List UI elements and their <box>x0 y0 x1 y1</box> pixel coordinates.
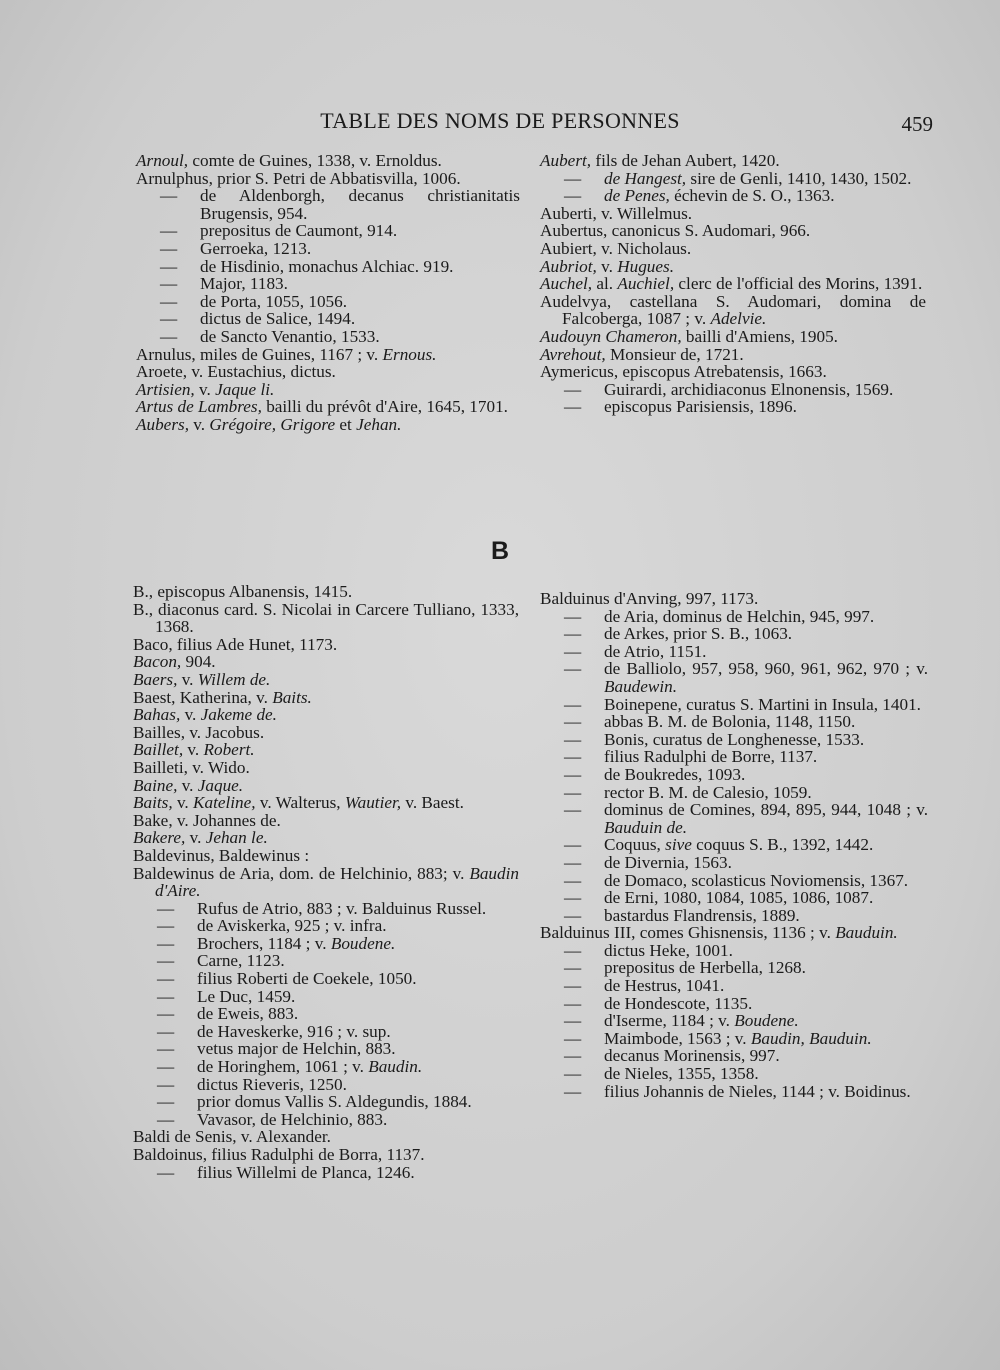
dash-marker: — <box>564 976 582 996</box>
dash-marker: — <box>564 747 582 767</box>
entry-text: Carne, 1123. <box>197 951 285 971</box>
entry-text: Aubert, fils de Jehan Aubert, 1420. <box>540 151 780 170</box>
entry-text: prior domus Vallis S. Aldegundis, 1884. <box>197 1092 472 1112</box>
entry-text: Arnulus, miles de Guines, 1167 ; v. Ernous. <box>136 344 437 364</box>
index-entry <box>540 363 926 381</box>
index-subentry <box>136 328 520 346</box>
index-entry <box>133 865 519 900</box>
entry-text: Coquus, sive coquus S. B., 1392, 1442. <box>604 835 874 855</box>
index-entry <box>540 346 926 364</box>
dash-marker: — <box>157 969 175 989</box>
entry-text: filius Willelmi de Planca, 1246. <box>197 1162 415 1182</box>
entry-text: Guirardi, archidiaconus Elnonensis, 1569. <box>604 379 894 399</box>
entry-text: de Boukredes, 1093. <box>604 764 746 784</box>
dash-marker: — <box>564 1028 582 1048</box>
dash-marker: — <box>564 659 582 679</box>
dash-marker: — <box>564 168 582 188</box>
entry-text: filius Radulphi de Borre, 1137. <box>604 747 818 767</box>
index-entry <box>133 706 519 724</box>
index-subentry <box>540 398 926 416</box>
dash-marker: — <box>160 326 178 346</box>
entry-text: Aubiert, v. Nicholaus. <box>540 238 692 258</box>
dash-marker: — <box>157 1004 175 1024</box>
entry-text: B., diaconus card. S. Nicolai in Carcere Tulliano, 1333, 1368. <box>133 599 519 637</box>
index-entry <box>136 398 520 416</box>
index-subentry <box>133 952 519 970</box>
entry-text: Bonis, curatus de Longhenesse, 1533. <box>604 729 865 749</box>
entry-text: Baldewinus de Aria, dom. de Helchinio, 883; v. Baudin d'Aire. <box>133 863 519 901</box>
index-subentry <box>133 1005 519 1023</box>
index-entry <box>133 1146 519 1164</box>
index-entry <box>136 346 520 364</box>
page-title: TABLE DES NOMS DE PERSONNES <box>320 108 680 133</box>
entry-text: Baco, filius Ade Hunet, 1173. <box>133 634 338 654</box>
entry-text: de Sancto Venantio, 1533. <box>200 326 380 346</box>
entry-text: dictus Rieveris, 1250. <box>197 1074 347 1094</box>
index-subentry <box>540 836 928 854</box>
entry-text: Baldevinus, Baldewinus : <box>133 845 310 865</box>
dash-marker: — <box>157 1092 175 1112</box>
page-number: 459 <box>901 112 933 136</box>
index-column-bottom-right <box>540 590 928 1100</box>
dash-marker: — <box>157 1021 175 1041</box>
entry-text: Aymericus, episcopus Atrebatensis, 1663. <box>540 362 827 382</box>
entry-text: Aubertus, canonicus S. Audomari, 966. <box>540 221 811 241</box>
dash-marker: — <box>564 870 582 890</box>
entry-text: decanus Morinensis, 997. <box>604 1046 780 1066</box>
index-subentry <box>540 643 928 661</box>
dash-marker: — <box>564 835 582 855</box>
entry-text: vetus major de Helchin, 883. <box>197 1039 396 1059</box>
entry-text: Arnulphus, prior S. Petri de Abbatisvilla, 1006. <box>136 168 461 188</box>
dash-marker: — <box>160 274 178 294</box>
index-subentry <box>133 970 519 988</box>
index-subentry <box>540 660 928 695</box>
entry-text: filius Johannis de Nieles, 1144 ; v. Boidinus. <box>604 1081 911 1101</box>
dash-marker: — <box>160 309 178 329</box>
entry-text: Bailles, v. Jacobus. <box>133 722 265 742</box>
index-entry <box>133 777 519 795</box>
index-subentry <box>133 935 519 953</box>
index-subentry <box>133 1023 519 1041</box>
dash-marker: — <box>564 397 582 417</box>
dash-marker: — <box>564 1081 582 1101</box>
entry-text: Aroete, v. Eustachius, dictus. <box>136 362 336 382</box>
entry-text: Bahas, v. Jakeme de. <box>133 705 277 725</box>
section-letter: B <box>490 537 510 565</box>
index-entry <box>540 924 928 942</box>
entry-text: de Aldenborgh, decanus christianitatis Brugensis, 954. <box>200 186 520 223</box>
entry-text: bastardus Flandrensis, 1889. <box>604 905 800 925</box>
entry-text: de Aria, dominus de Helchin, 945, 997. <box>604 606 875 626</box>
entry-text: Balduinus III, comes Ghisnensis, 1136 ; v. Bauduin. <box>540 923 898 943</box>
index-column-top-right <box>540 152 926 416</box>
index-subentry <box>540 1012 928 1030</box>
entry-text: de Porta, 1055, 1056. <box>200 291 348 311</box>
index-subentry <box>540 959 928 977</box>
dash-marker: — <box>564 729 582 749</box>
index-subentry <box>540 889 928 907</box>
index-subentry <box>540 187 926 205</box>
index-subentry <box>133 1111 519 1129</box>
entry-text: Audelvya, castellana S. Audomari, domina de Falcoberga, 1087 ; v. Adelvie. <box>540 291 926 329</box>
index-entry <box>540 205 926 223</box>
dash-marker: — <box>157 1109 175 1129</box>
index-entry <box>136 363 520 381</box>
index-subentry <box>540 1065 928 1083</box>
entry-text: Artus de Lambres, bailli du prévôt d'Aire, 1645, 1701. <box>136 397 508 417</box>
entry-text: de Hondescote, 1135. <box>604 993 753 1013</box>
entry-text: de Hestrus, 1041. <box>604 976 725 996</box>
entry-text: Gerroeka, 1213. <box>200 238 312 258</box>
entry-text: de Domaco, scolasticus Noviomensis, 1367. <box>604 870 909 890</box>
dash-marker: — <box>157 951 175 971</box>
entry-text: Maimbode, 1563 ; v. Baudin, Bauduin. <box>604 1028 872 1048</box>
index-subentry <box>540 766 928 784</box>
index-entry <box>540 222 926 240</box>
index-entry <box>133 759 519 777</box>
dash-marker: — <box>564 186 582 206</box>
dash-marker: — <box>564 940 582 960</box>
entry-text: episcopus Parisiensis, 1896. <box>604 397 797 417</box>
entry-text: de Divernia, 1563. <box>604 852 732 872</box>
entry-text: d'Iserme, 1184 ; v. Boudene. <box>604 1011 799 1031</box>
entry-text: de Hangest, sire de Genli, 1410, 1430, 1502. <box>604 168 912 188</box>
index-subentry <box>540 170 926 188</box>
index-subentry <box>133 900 519 918</box>
index-entry <box>133 601 519 636</box>
dash-marker: — <box>160 256 178 276</box>
index-subentry <box>136 258 520 276</box>
entry-text: Baers, v. Willem de. <box>133 669 271 689</box>
index-entry <box>540 152 926 170</box>
index-subentry <box>136 240 520 258</box>
index-subentry <box>133 1093 519 1111</box>
dash-marker: — <box>564 905 582 925</box>
dash-marker: — <box>157 1039 175 1059</box>
entry-text: filius Roberti de Coekele, 1050. <box>197 969 417 989</box>
index-subentry <box>540 696 928 714</box>
entry-text: Balduinus d'Anving, 997, 1173. <box>540 589 759 608</box>
dash-marker: — <box>564 1046 582 1066</box>
dash-marker: — <box>564 641 582 661</box>
index-subentry <box>133 1076 519 1094</box>
index-subentry <box>540 854 928 872</box>
dash-marker: — <box>157 898 175 918</box>
index-entry <box>136 416 520 434</box>
entry-text: Vavasor, de Helchinio, 883. <box>197 1109 388 1129</box>
index-entry <box>133 636 519 654</box>
dash-marker: — <box>564 888 582 908</box>
dash-marker: — <box>564 624 582 644</box>
entry-text: Bakere, v. Jehan le. <box>133 828 268 848</box>
index-entry <box>133 653 519 671</box>
entry-text: Aubriot, v. Hugues. <box>540 256 675 276</box>
index-subentry <box>540 801 928 836</box>
entry-text: Bailleti, v. Wido. <box>133 757 250 777</box>
index-entry <box>540 590 928 608</box>
entry-text: Artisien, v. Jaque li. <box>136 379 275 399</box>
dash-marker: — <box>157 933 175 953</box>
index-column-top-left <box>136 152 520 434</box>
entry-text: Arnoul, comte de Guines, 1338, v. Ernoldus. <box>136 151 442 170</box>
index-subentry <box>540 713 928 731</box>
index-subentry <box>133 988 519 1006</box>
entry-text: prepositus de Caumont, 914. <box>200 221 398 241</box>
entry-text: Bacon, 904. <box>133 652 216 672</box>
index-subentry <box>133 1164 519 1182</box>
entry-text: de Eweis, 883. <box>197 1004 299 1024</box>
entry-text: Baillet, v. Robert. <box>133 740 255 760</box>
index-subentry <box>540 1083 928 1101</box>
entry-text: dominus de Comines, 894, 895, 944, 1048 ; v. Bauduin de. <box>604 800 928 837</box>
entry-text: Boinepene, curatus S. Martini in Insula, 1401. <box>604 694 921 714</box>
index-subentry <box>136 310 520 328</box>
entry-text: de Arkes, prior S. B., 1063. <box>604 624 793 644</box>
index-entry <box>540 293 926 328</box>
index-subentry <box>133 1040 519 1058</box>
dash-marker: — <box>160 221 178 241</box>
entry-text: de Erni, 1080, 1084, 1085, 1086, 1087. <box>604 888 874 908</box>
dash-marker: — <box>564 606 582 626</box>
entry-text: Aubers, v. Grégoire, Grigore et Jehan. <box>136 414 402 434</box>
entry-text: de Aviskerka, 925 ; v. infra. <box>197 916 387 936</box>
entry-text: de Penes, échevin de S. O., 1363. <box>604 186 835 206</box>
index-subentry <box>133 1058 519 1076</box>
dash-marker: — <box>157 1057 175 1077</box>
entry-text: de Atrio, 1151. <box>604 641 707 661</box>
index-entry <box>136 152 520 170</box>
index-subentry <box>136 293 520 311</box>
index-subentry <box>540 942 928 960</box>
dash-marker: — <box>564 782 582 802</box>
entry-text: abbas B. M. de Bolonia, 1148, 1150. <box>604 712 856 732</box>
index-entry <box>136 170 520 188</box>
entry-text: de Nieles, 1355, 1358. <box>604 1064 759 1084</box>
index-entry <box>133 794 519 812</box>
index-subentry <box>540 872 928 890</box>
index-entry <box>133 689 519 707</box>
dash-marker: — <box>564 694 582 714</box>
dash-marker: — <box>157 986 175 1006</box>
dash-marker: — <box>160 291 178 311</box>
entry-text: dictus Heke, 1001. <box>604 940 733 960</box>
index-entry <box>133 847 519 865</box>
index-entry <box>133 724 519 742</box>
index-entry <box>540 275 926 293</box>
index-subentry <box>540 977 928 995</box>
index-entry <box>540 240 926 258</box>
entry-text: Bake, v. Johannes de. <box>133 810 281 830</box>
index-subentry <box>136 187 520 222</box>
entry-text: rector B. M. de Calesio, 1059. <box>604 782 812 802</box>
dash-marker: — <box>564 379 582 399</box>
entry-text: Major, 1183. <box>200 274 288 294</box>
entry-text: Auchel, al. Auchiel, clerc de l'official des Morins, 1391. <box>540 274 923 294</box>
dash-marker: — <box>564 958 582 978</box>
entry-text: Baest, Katherina, v. Baits. <box>133 687 312 707</box>
entry-text: Avrehout, Monsieur de, 1721. <box>540 344 744 364</box>
entry-text: Le Duc, 1459. <box>197 986 296 1006</box>
entry-text: Baine, v. Jaque. <box>133 775 244 795</box>
dash-marker: — <box>564 993 582 1013</box>
entry-text: de Hisdinio, monachus Alchiac. 919. <box>200 256 454 276</box>
dash-marker: — <box>157 1162 175 1182</box>
dash-marker: — <box>564 1011 582 1031</box>
index-entry <box>133 741 519 759</box>
index-subentry <box>540 995 928 1013</box>
entry-text: B., episcopus Albanensis, 1415. <box>133 582 353 601</box>
entry-text: Audouyn Chameron, bailli d'Amiens, 1905. <box>540 326 838 346</box>
index-column-bottom-left <box>133 583 519 1181</box>
index-entry <box>133 812 519 830</box>
entry-text: Baldoinus, filius Radulphi de Borra, 1137. <box>133 1145 425 1164</box>
dash-marker: — <box>564 852 582 872</box>
dash-marker: — <box>160 186 178 206</box>
index-entry <box>133 1128 519 1146</box>
entry-text: de Haveskerke, 916 ; v. sup. <box>197 1021 391 1041</box>
index-entry <box>540 258 926 276</box>
entry-text: dictus de Salice, 1494. <box>200 309 356 329</box>
entry-text: de Balliolo, 957, 958, 960, 961, 962, 970 ; v. Baudewin. <box>604 659 928 696</box>
index-subentry <box>540 1047 928 1065</box>
index-entry <box>133 829 519 847</box>
index-subentry <box>540 907 928 925</box>
entry-text: Baits, v. Kateline, v. Walterus, Wautier, v. Baest. <box>133 793 464 813</box>
entry-text: prepositus de Herbella, 1268. <box>604 958 806 978</box>
index-subentry <box>540 784 928 802</box>
dash-marker: — <box>564 800 582 820</box>
index-subentry <box>540 625 928 643</box>
entry-text: Brochers, 1184 ; v. Boudene. <box>197 933 396 953</box>
dash-marker: — <box>564 1064 582 1084</box>
index-entry <box>540 328 926 346</box>
index-subentry <box>540 1030 928 1048</box>
index-subentry <box>540 381 926 399</box>
index-subentry <box>540 608 928 626</box>
index-subentry <box>540 731 928 749</box>
dash-marker: — <box>157 1074 175 1094</box>
entry-text: Rufus de Atrio, 883 ; v. Balduinus Russel. <box>197 898 487 918</box>
entry-text: Baldi de Senis, v. Alexander. <box>133 1127 331 1147</box>
index-subentry <box>136 275 520 293</box>
dash-marker: — <box>564 712 582 732</box>
entry-text: de Horinghem, 1061 ; v. Baudin. <box>197 1057 423 1077</box>
dash-marker: — <box>160 238 178 258</box>
index-entry <box>136 381 520 399</box>
entry-text: Auberti, v. Willelmus. <box>540 203 693 223</box>
dash-marker: — <box>157 916 175 936</box>
index-subentry <box>136 222 520 240</box>
index-entry <box>133 671 519 689</box>
index-entry <box>133 583 519 601</box>
dash-marker: — <box>564 764 582 784</box>
index-subentry <box>540 748 928 766</box>
index-subentry <box>133 917 519 935</box>
